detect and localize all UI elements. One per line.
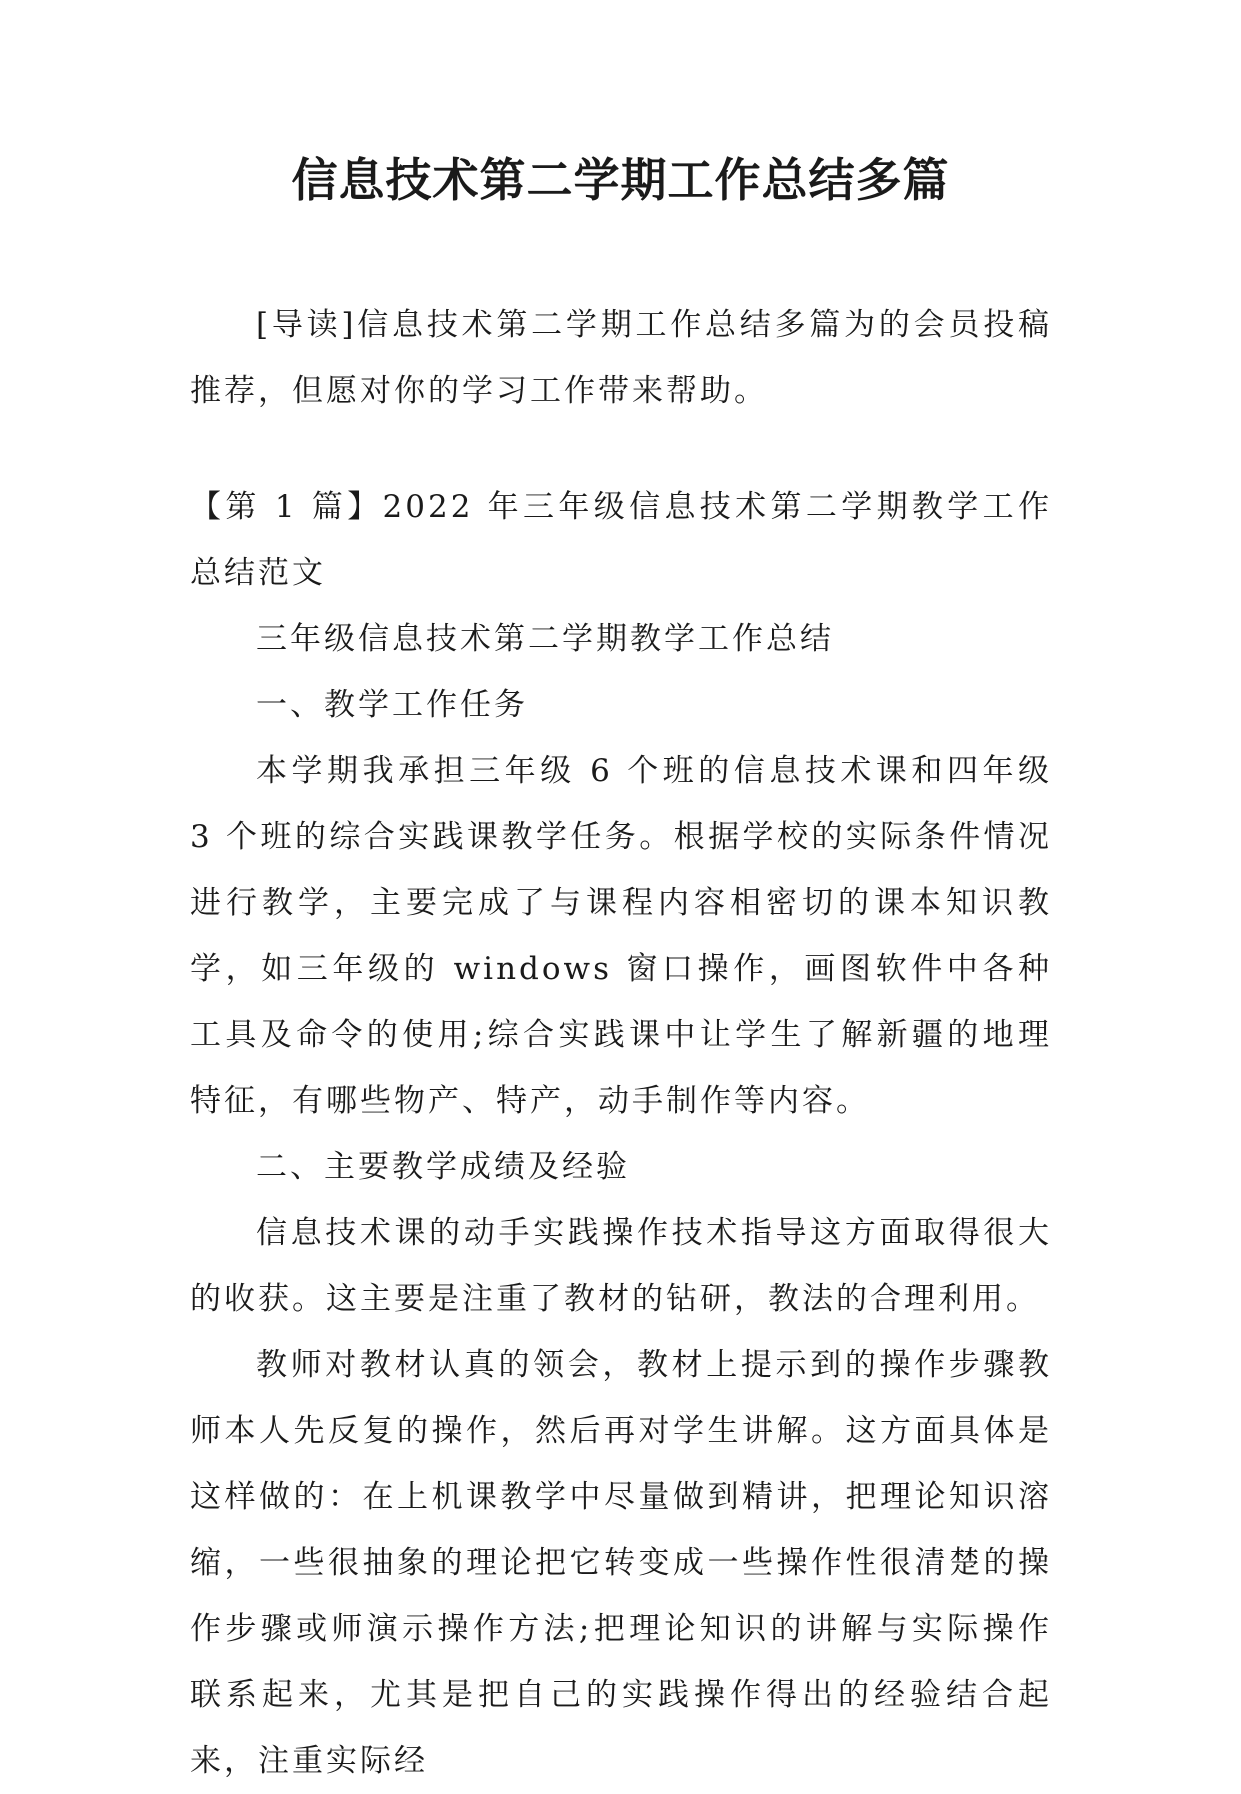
body-paragraph: 教师对教材认真的领会，教材上提示到的操作步骤教师本人先反复的操作，然后再对学生讲解。这方面具体是这样做的：在上机课教学中尽量做到精讲，把理论知识溶缩，一些很抽象的理论把它转变成一些操作性很清楚的操作步骤或师演示操作方法;把理论知识的讲解与实际操作联系起来，尤其是把自己的实践操作得出的经验结合起来，注重实际经 (190, 1347, 1052, 1779)
document-title: 信息技术第二学期工作总结多篇 (291, 153, 950, 207)
section-heading-1: 一、教学工作任务 (256, 687, 528, 723)
body-paragraph: 本学期我承担三年级 6 个班的信息技术课和四年级 3 个班的综合实践课教学任务。根据学校的实际条件情况进行教学，主要完成了与课程内容相密切的课本知识教学，如三年级的 windows 窗口操作，画图软件中各种工具及命令的使用;综合实践课中让学生了解新疆的地理特征，有哪些物产、特产，动手制作等内容。 (190, 753, 1052, 1119)
document-body (190, 292, 1052, 1794)
article-subtitle: 三年级信息技术第二学期教学工作总结 (256, 621, 834, 657)
article-heading: 【第 1 篇】2022 年三年级信息技术第二学期教学工作总结范文 (190, 489, 1052, 591)
body-paragraph: 信息技术课的动手实践操作技术指导这方面取得很大的收获。这主要是注重了教材的钻研，教法的合理利用。 (190, 1215, 1052, 1317)
lead-paragraph: [导读]信息技术第二学期工作总结多篇为的会员投稿推荐，但愿对你的学习工作带来帮助。 (190, 307, 1052, 409)
spacer (190, 424, 1052, 474)
section-heading-2: 二、主要教学成绩及经验 (256, 1149, 630, 1185)
